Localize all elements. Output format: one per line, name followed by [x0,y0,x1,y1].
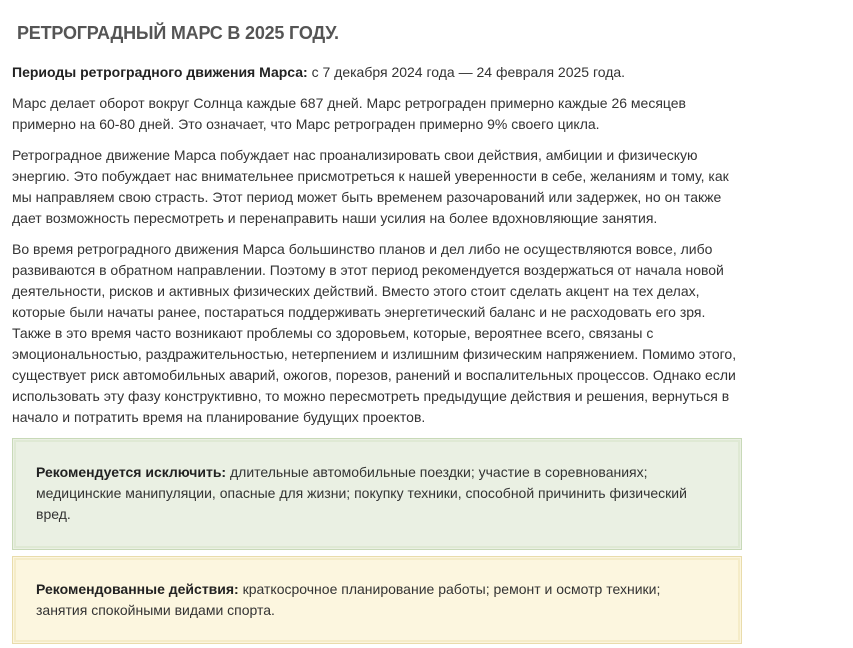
recommend-label: Рекомендованные действия: [36,581,239,597]
page-title: РЕТРОГРАДНЫЙ МАРС В 2025 ГОДУ. [17,23,339,43]
periods-text: с 7 декабря 2024 года — 24 февраля 2025 года. [307,64,626,80]
recommend-text: краткосрочное планирование работы; ремонт и осмотр техники; занятия спокойными видами спорта. [36,581,661,618]
paragraph-advice: Во время ретроградного движения Марса большинство планов и дел либо не осуществляются вовсе, либо развиваются в обратном направлении. Поэтому в этот период рекомендуется воздержаться от начала новой деятельности, рисков и активных физических действий. Вместо этого стоит сделать акцент на тех делах, которые были начаты ранее, постараться поддерживать энергетический баланс и не расходовать его зря. Также в это время часто возникают проблемы со здоровьем, которые, вероятнее всего, связаны с эмоциональностью, раздражительностью, нетерпением и излишним физическим напряжением. Помимо этого, существует риск автомобильных аварий, ожогов, порезов, ранений и воспалительных процессов. Однако если использовать эту фазу конструктивно, то можно пересмотреть предыдущие действия и решения, вернуться в начало и потратить время на планирование будущих проектов. [12,241,737,425]
paragraph-orbit: Марс делает оборот вокруг Солнца каждые 687 дней. Марс ретрограден примерно каждые 26 месяцев примерно на 60-80 дней. Это означает, что Марс ретрограден примерно 9% своего цикла. [12,95,686,132]
periods-paragraph [12,62,747,83]
recommend-callout-text [36,579,696,621]
exclude-callout-text [36,462,696,525]
exclude-text: длительные автомобильные поездки; участие в соревнованиях; медицинские манипуляции, опасные для жизни; покупку техники, способной причинить физический вред. [36,464,687,522]
periods-label: Периоды ретроградного движения Марса: [12,64,308,80]
recommend-callout-box [12,556,742,644]
exclude-label: Рекомендуется исключить: [36,464,227,480]
paragraph-reflection: Ретроградное движение Марса побуждает нас проанализировать свои действия, амбиции и физическую энергию. Это побуждает нас внимательнее присмотреться к нашей уверенности в себе, желаниям и тому, как мы направляем свою страсть. Этот период может быть временем разочарований или задержек, но он также дает возможность пересмотреть и перенаправить наши усилия на более вдохновляющие занятия. [12,147,729,226]
exclude-callout-box [12,438,742,550]
article-body [12,62,747,438]
